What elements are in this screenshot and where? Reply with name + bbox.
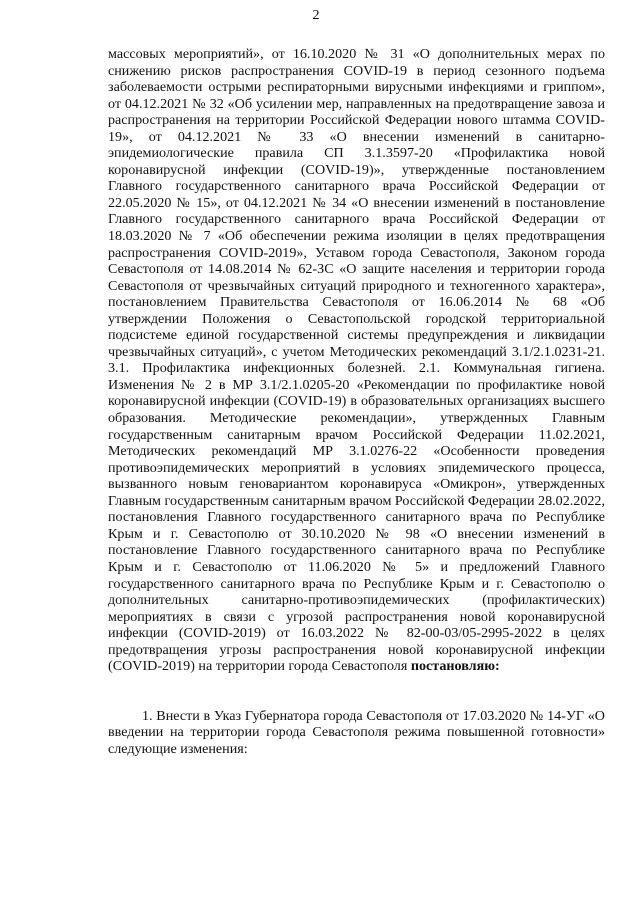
decree-word: постановляю: xyxy=(410,658,500,675)
preamble-text: массовых мероприятий», от 16.10.2020 № 31 «О дополнительных мерах по снижению рисков распространения COVID-19 в период сезонного подъема заболеваемости острыми респираторными вирусными инфекциями и гриппом», от 04.12.2021 № 32 «Об усилении мер, направленных на предотвращение завоза и распространения на территории Российской Федерации нового штамма COVID-19», от 04.12.2021 № 33 «О внесении изменений в санитарно-эпидемиологические правила СП 3.1.3597-20 «Профилактика новой коронавирусной инфекции (COVID-19)», утвержденные постановлением Главного государственного санитарного врача Российской Федерации от 22.05.2020 № 15», от 04.12.2021 № 34 «О внесении изменений в постановление Главного государственного санитарного врача Российской Федерации от 18.03.2020 № 7 «Об обеспечении режима изоляции в целях предотвращения распространения COVID-2019», Уставом города Севастополя, Законом города Севастополя от 14.08.2014 № 62-ЗС «О защите населения и территории города Севастополя от чрезвычайных ситуаций природного и техногенного характера», постановлением Правительства Севастополя от 16.06.2014 № 68 «Об утверждении Положения о Севастопольской городской территориальной подсистеме единой государственной системы предупреждения и ликвидации чрезвычайных ситуаций», с учетом Методических рекомендаций 3.1/2.1.0231-21. 3.1. Профилактика инфекционных болезней. 2.1. Коммунальная гигиена. Изменения № 2 в МР 3.1/2.1.0205-20 «Рекомендации по профилактике новой коронавирусной инфекции (COVID-19) в образовательных организациях высшего образования. Методические рекомендации», утвержденных Главным государственным санитарным врачом Российской Федерации 11.02.2021, Методических рекомендаций МР 3.1.0276-22 «Особенности проведения противоэпидемических мероприятий в условиях эпидемического процесса, вызванного новым геновариантом коронавируса «Омикрон», утвержденных Главным государственным санитарным врачом Российской Федерации 28.02.2022, постановления Главного государственного санитарного врача по Республике Крым и г. Севастополю от 30.10.2020 № 98 «О внесении изменений в постановление Главного государственного санитарного врача по Республике Крым и г. Севастополю от 11.06.2020 № 5» и предложений Главного государственного санитарного врача по Республике Крым и г. Севастополю о дополнительных санитарно-противоэпидемических (профилактических) мероприятиях в связи с угрозой распространения новой коронавирусной инфекции (COVID-2019) от 16.03.2022 № 82-00-03/05-2995-2022 в целях предотвращения угрозы распространения новой коронавирусной инфекции (COVID-2019) на территории города Севастополя xyxy=(108,46,605,675)
document-body xyxy=(108,46,605,757)
preamble-paragraph xyxy=(108,46,605,675)
page-number: 2 xyxy=(312,8,320,23)
item-1-paragraph: 1. Внести в Указ Губернатора города Севастополя от 17.03.2020 № 14-УГ «О введении на территории города Севастополя режима повышенной готовности» следующие изменения: xyxy=(108,707,605,757)
